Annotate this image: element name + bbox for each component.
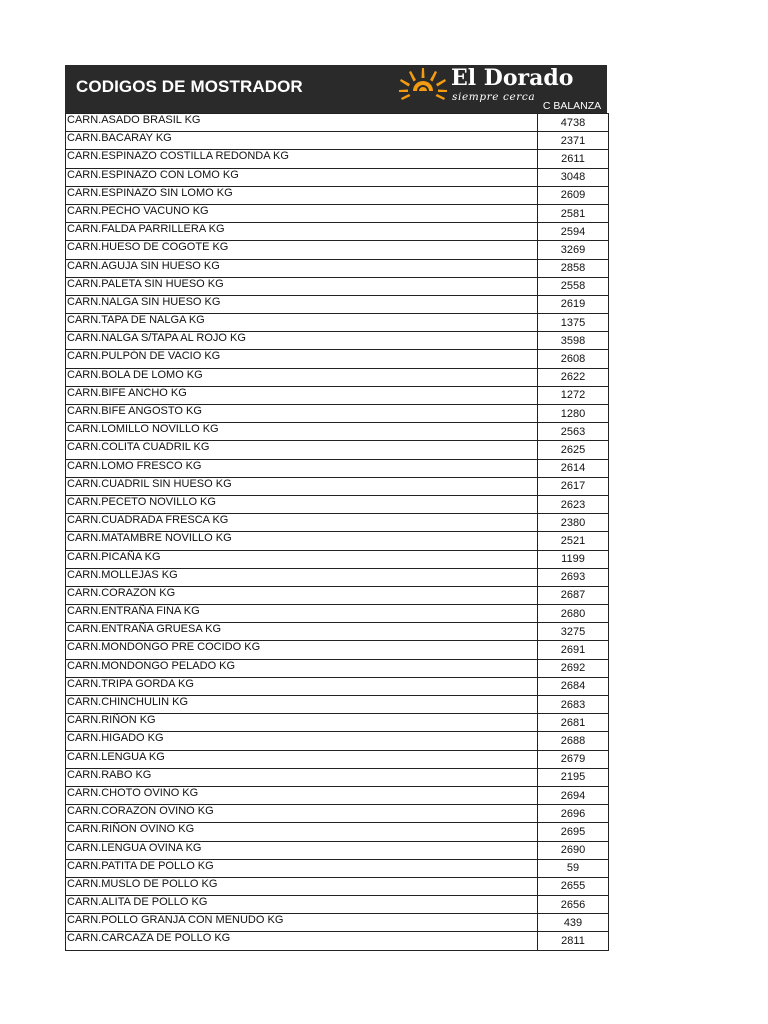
scale-code-cell: 2858 xyxy=(538,259,609,277)
scale-code-cell: 1375 xyxy=(538,314,609,332)
product-name-cell: CARN.CORAZON KG xyxy=(66,586,538,604)
product-name-cell: CARN.FALDA PARRILLERA KG xyxy=(66,223,538,241)
table-row xyxy=(66,295,609,313)
product-name-cell: CARN.HIGADO KG xyxy=(66,732,538,750)
product-name-cell: CARN.LENGUA KG xyxy=(66,750,538,768)
table-row xyxy=(66,568,609,586)
product-name-cell: CARN.MOLLEJAS KG xyxy=(66,568,538,586)
brand-name: El Dorado xyxy=(451,65,574,91)
product-name-cell: CARN.ESPINAZO COSTILLA REDONDA KG xyxy=(66,150,538,168)
product-name-cell: CARN.ASADO BRASIL KG xyxy=(66,114,538,132)
scale-code-cell: 2811 xyxy=(538,932,609,950)
table-row xyxy=(66,368,609,386)
table-row xyxy=(66,786,609,804)
product-name-cell: CARN.PECETO NOVILLO KG xyxy=(66,495,538,513)
product-name-cell: CARN.TAPA DE NALGA KG xyxy=(66,314,538,332)
scale-code-cell: 2625 xyxy=(538,441,609,459)
scale-code-cell: 2594 xyxy=(538,223,609,241)
product-name-cell: CARN.BACARAY KG xyxy=(66,132,538,150)
scale-code-cell: 2195 xyxy=(538,768,609,786)
product-name-cell: CARN.MONDONGO PELADO KG xyxy=(66,659,538,677)
scale-code-cell: 2679 xyxy=(538,750,609,768)
product-name-cell: CARN.COLITA CUADRIL KG xyxy=(66,441,538,459)
sheet-header xyxy=(65,65,607,113)
scale-code-cell: 2371 xyxy=(538,132,609,150)
product-name-cell: CARN.CARCAZA DE POLLO KG xyxy=(66,932,538,950)
table-row xyxy=(66,532,609,550)
product-name-cell: CARN.ESPINAZO CON LOMO KG xyxy=(66,168,538,186)
scale-code-cell: 2695 xyxy=(538,823,609,841)
product-name-cell: CARN.MATAMBRE NOVILLO KG xyxy=(66,532,538,550)
product-name-cell: CARN.BOLA DE LOMO KG xyxy=(66,368,538,386)
scale-code-cell: 3598 xyxy=(538,332,609,350)
scale-code-cell: 2581 xyxy=(538,204,609,222)
scale-code-cell: 2681 xyxy=(538,714,609,732)
table-row xyxy=(66,386,609,404)
table-row xyxy=(66,896,609,914)
table-row xyxy=(66,586,609,604)
product-name-cell: CARN.RABO KG xyxy=(66,768,538,786)
table-row xyxy=(66,114,609,132)
table-row xyxy=(66,223,609,241)
table-row xyxy=(66,514,609,532)
table-row xyxy=(66,805,609,823)
table-row xyxy=(66,659,609,677)
product-name-cell: CARN.AGUJA SIN HUESO KG xyxy=(66,259,538,277)
scale-code-cell: 3275 xyxy=(538,623,609,641)
product-name-cell: CARN.PULPÓN DE VACIO KG xyxy=(66,350,538,368)
scale-code-cell: 2688 xyxy=(538,732,609,750)
product-name-cell: CARN.CUADRADA FRESCA KG xyxy=(66,514,538,532)
table-row xyxy=(66,841,609,859)
table-row xyxy=(66,932,609,950)
scale-code-cell: 2622 xyxy=(538,368,609,386)
table-row xyxy=(66,750,609,768)
product-name-cell: CARN.PALETA SIN HUESO KG xyxy=(66,277,538,295)
scale-code-cell: 2619 xyxy=(538,295,609,313)
scale-code-cell: 3269 xyxy=(538,241,609,259)
product-name-cell: CARN.LOMO FRESCO KG xyxy=(66,459,538,477)
product-name-cell: CARN.PATITA DE POLLO KG xyxy=(66,859,538,877)
product-name-cell: CARN.ESPINAZO SIN LOMO KG xyxy=(66,186,538,204)
table-row xyxy=(66,350,609,368)
scale-code-cell: 2614 xyxy=(538,459,609,477)
scale-code-cell: 439 xyxy=(538,914,609,932)
price-code-sheet xyxy=(65,65,607,951)
table-row xyxy=(66,623,609,641)
product-name-cell: CARN.TRIPA GORDA KG xyxy=(66,677,538,695)
table-row xyxy=(66,259,609,277)
scale-code-cell: 2656 xyxy=(538,896,609,914)
column-header-code: C BALANZA xyxy=(542,100,602,112)
scale-code-cell: 2683 xyxy=(538,696,609,714)
table-row xyxy=(66,150,609,168)
product-name-cell: CARN.PECHO VACUNO KG xyxy=(66,204,538,222)
table-row xyxy=(66,477,609,495)
product-name-cell: CARN.LENGUA OVINA KG xyxy=(66,841,538,859)
scale-code-cell: 2623 xyxy=(538,495,609,513)
table-row xyxy=(66,732,609,750)
product-name-cell: CARN.NALGA S/TAPA AL ROJO KG xyxy=(66,332,538,350)
product-name-cell: CARN.ENTRAÑA GRUESA KG xyxy=(66,623,538,641)
scale-code-cell: 2611 xyxy=(538,150,609,168)
scale-code-cell: 1199 xyxy=(538,550,609,568)
table-row xyxy=(66,714,609,732)
table-row xyxy=(66,423,609,441)
table-row xyxy=(66,696,609,714)
product-name-cell: CARN.RIÑON OVINO KG xyxy=(66,823,538,841)
scale-code-cell: 1272 xyxy=(538,386,609,404)
scale-code-cell: 2692 xyxy=(538,659,609,677)
table-row xyxy=(66,859,609,877)
scale-code-cell: 2693 xyxy=(538,568,609,586)
table-row xyxy=(66,641,609,659)
table-row xyxy=(66,405,609,423)
scale-code-cell: 2680 xyxy=(538,605,609,623)
scale-code-cell: 4738 xyxy=(538,114,609,132)
table-row xyxy=(66,605,609,623)
scale-code-cell: 2684 xyxy=(538,677,609,695)
table-row xyxy=(66,204,609,222)
product-name-cell: CARN.HUESO DE COGOTE KG xyxy=(66,241,538,259)
scale-code-cell: 2608 xyxy=(538,350,609,368)
scale-code-cell: 2563 xyxy=(538,423,609,441)
product-name-cell: CARN.MUSLO DE POLLO KG xyxy=(66,877,538,895)
sun-icon xyxy=(399,67,447,103)
sheet-title: CODIGOS DE MOSTRADOR xyxy=(76,77,303,96)
table-row xyxy=(66,459,609,477)
table-row xyxy=(66,332,609,350)
scale-code-cell: 2694 xyxy=(538,786,609,804)
table-row xyxy=(66,186,609,204)
table-row xyxy=(66,241,609,259)
scale-code-cell: 2521 xyxy=(538,532,609,550)
codes-table xyxy=(65,113,609,951)
product-name-cell: CARN.CUADRIL SIN HUESO KG xyxy=(66,477,538,495)
scale-code-cell: 2687 xyxy=(538,586,609,604)
product-name-cell: CARN.PICAÑA KG xyxy=(66,550,538,568)
table-row xyxy=(66,877,609,895)
product-name-cell: CARN.CORAZON OVINO KG xyxy=(66,805,538,823)
table-row xyxy=(66,768,609,786)
product-name-cell: CARN.ENTRAÑA FINA KG xyxy=(66,605,538,623)
table-row xyxy=(66,132,609,150)
scale-code-cell: 2696 xyxy=(538,805,609,823)
table-row xyxy=(66,277,609,295)
table-row xyxy=(66,677,609,695)
table-row xyxy=(66,914,609,932)
scale-code-cell: 2617 xyxy=(538,477,609,495)
product-name-cell: CARN.ALITA DE POLLO KG xyxy=(66,896,538,914)
table-row xyxy=(66,168,609,186)
product-name-cell: CARN.BIFE ANCHO KG xyxy=(66,386,538,404)
product-name-cell: CARN.CHOTO OVINO KG xyxy=(66,786,538,804)
scale-code-cell: 2691 xyxy=(538,641,609,659)
table-row xyxy=(66,441,609,459)
table-row xyxy=(66,550,609,568)
scale-code-cell: 1280 xyxy=(538,405,609,423)
scale-code-cell: 2655 xyxy=(538,877,609,895)
product-name-cell: CARN.POLLO GRANJA CON MENUDO KG xyxy=(66,914,538,932)
scale-code-cell: 2690 xyxy=(538,841,609,859)
product-name-cell: CARN.RIÑON KG xyxy=(66,714,538,732)
scale-code-cell: 59 xyxy=(538,859,609,877)
scale-code-cell: 2609 xyxy=(538,186,609,204)
table-row xyxy=(66,314,609,332)
product-name-cell: CARN.LOMILLO NOVILLO KG xyxy=(66,423,538,441)
brand-tagline: siempre cerca xyxy=(452,91,536,103)
product-name-cell: CARN.MONDONGO PRE COCIDO KG xyxy=(66,641,538,659)
product-name-cell: CARN.CHINCHULIN KG xyxy=(66,696,538,714)
table-row xyxy=(66,495,609,513)
table-row xyxy=(66,823,609,841)
scale-code-cell: 3048 xyxy=(538,168,609,186)
product-name-cell: CARN.BIFE ANGOSTO KG xyxy=(66,405,538,423)
product-name-cell: CARN.NALGA SIN HUESO KG xyxy=(66,295,538,313)
scale-code-cell: 2380 xyxy=(538,514,609,532)
scale-code-cell: 2558 xyxy=(538,277,609,295)
